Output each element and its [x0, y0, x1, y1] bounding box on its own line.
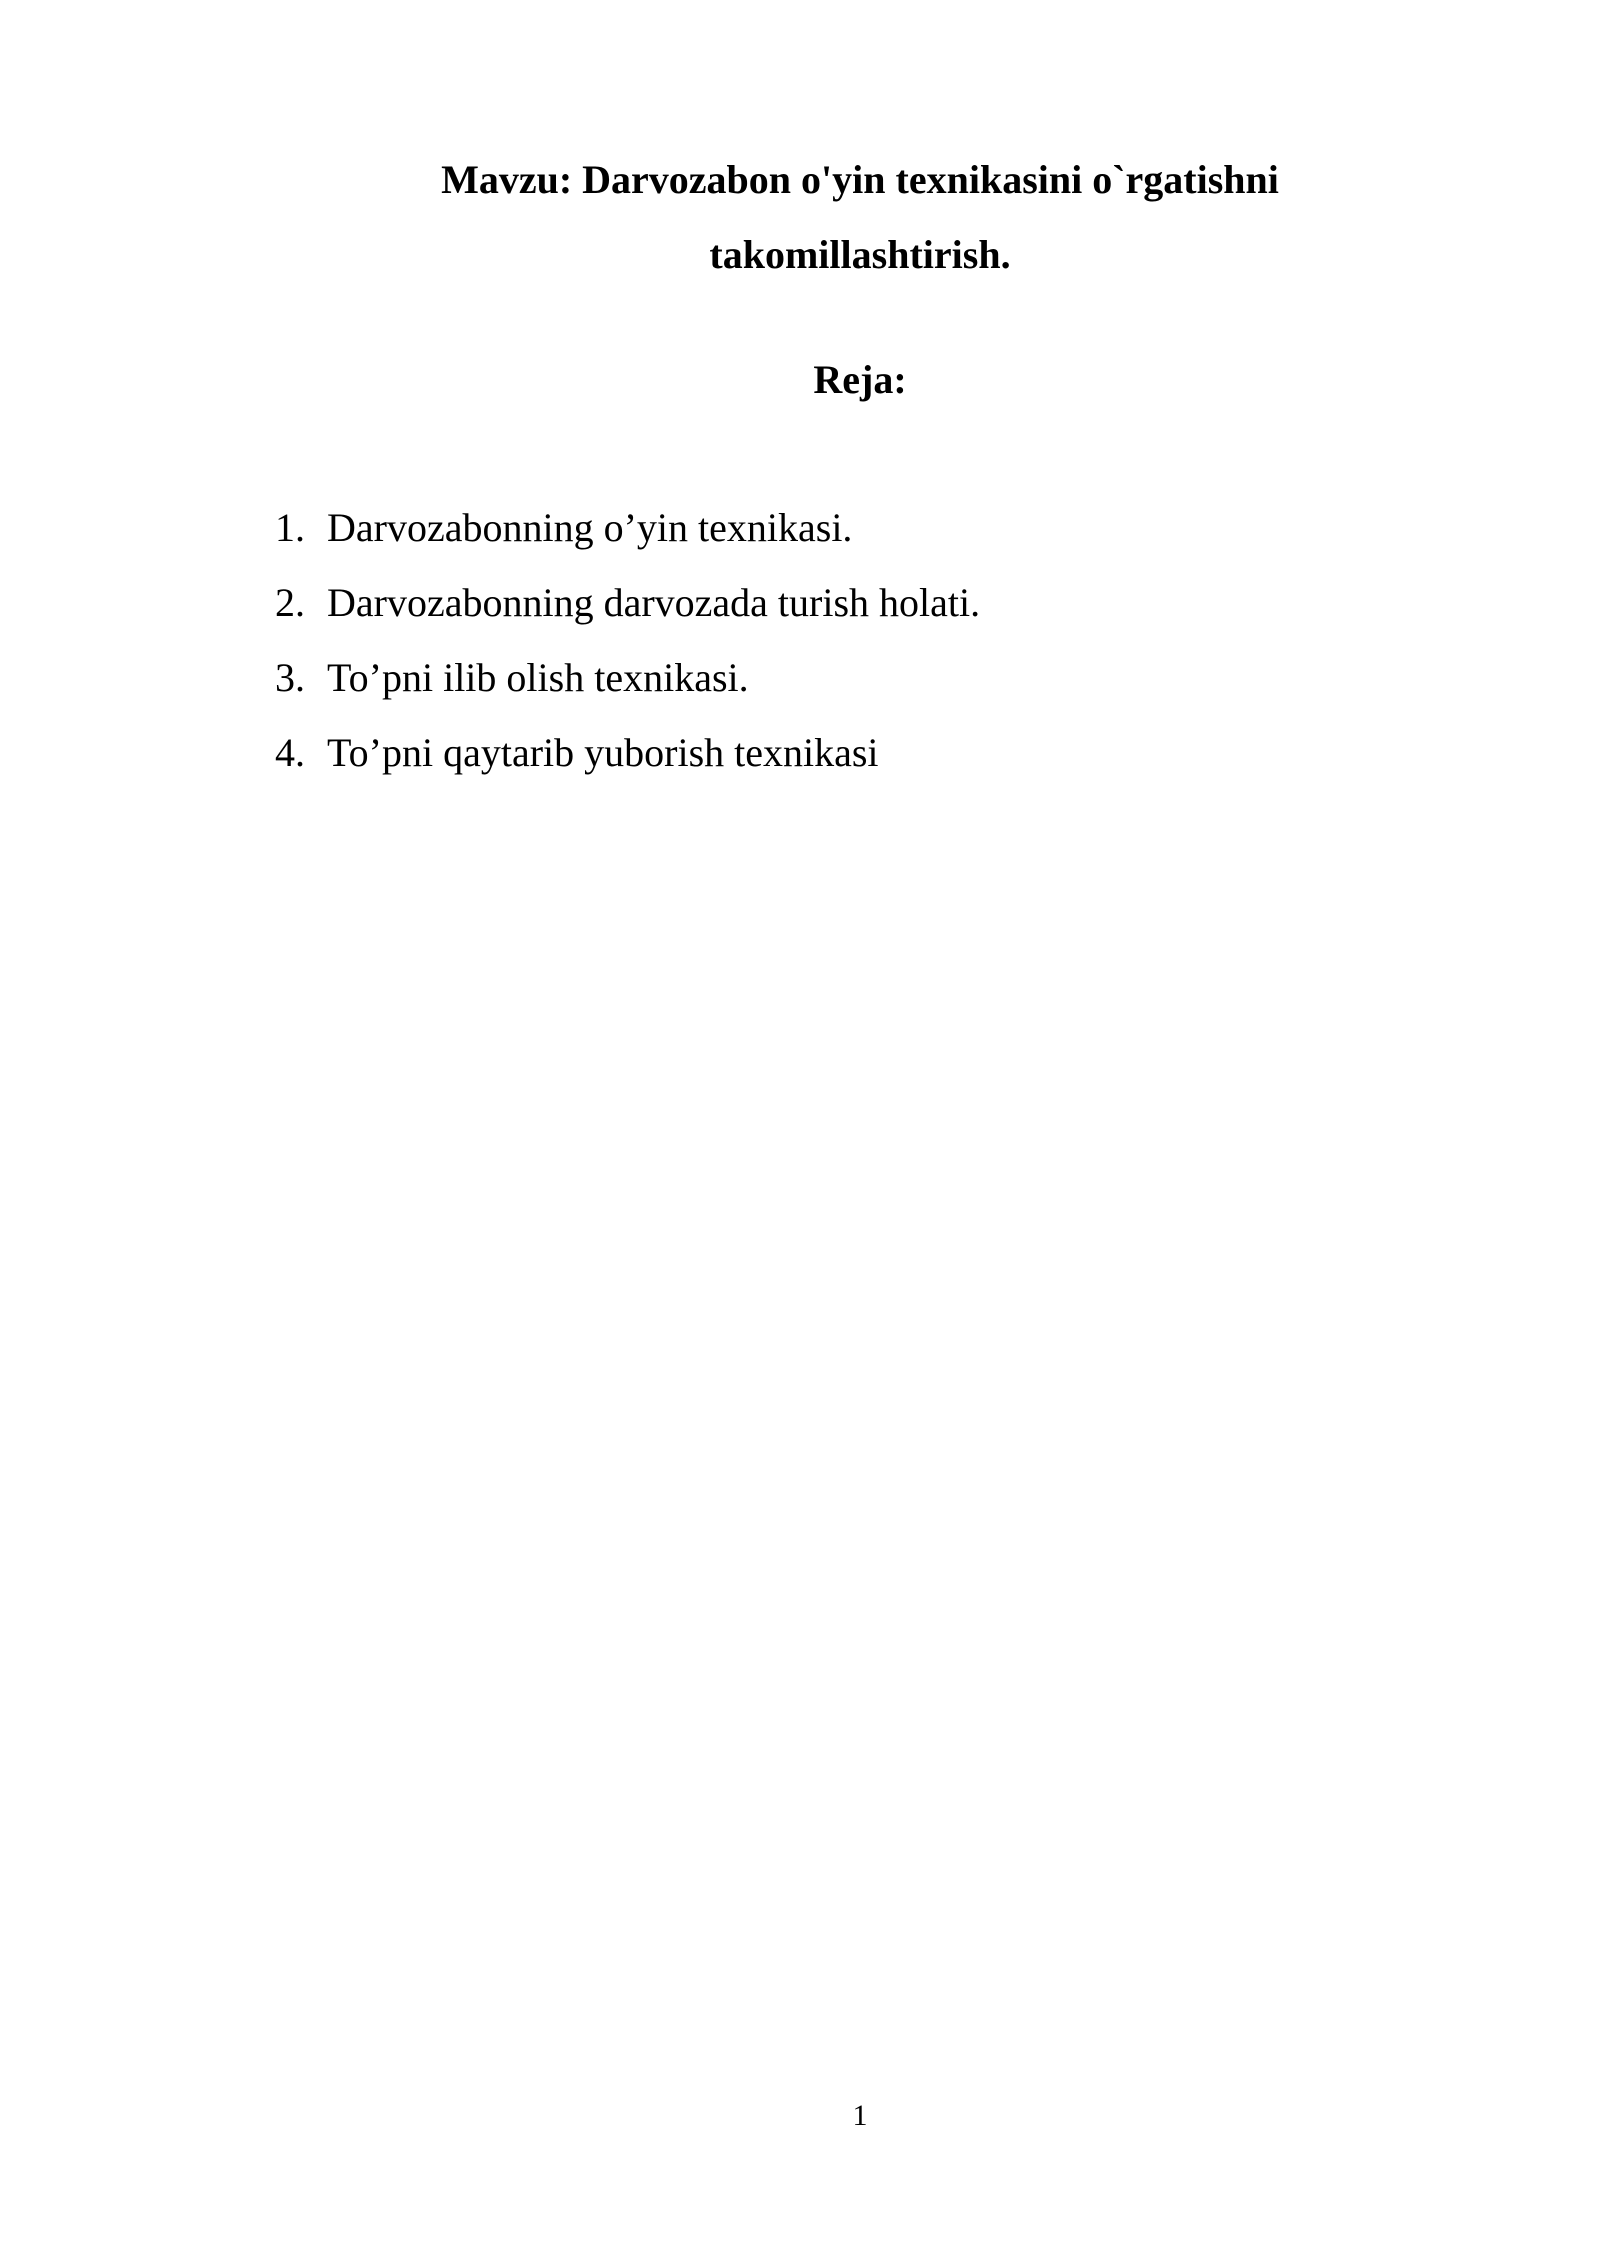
list-item — [275, 490, 980, 565]
list-item-number: 3. — [275, 655, 305, 700]
list-item — [275, 565, 980, 640]
title-line-1: Mavzu: Darvozabon o'yin texnikasini o`rgatishni — [441, 157, 1279, 202]
plan-heading: Reja: — [813, 357, 907, 402]
list-item-number: 1. — [275, 505, 305, 550]
page-title — [260, 142, 1460, 292]
list-item-text: Darvozabonning darvozada turish holati. — [327, 580, 981, 625]
list-item — [275, 640, 980, 715]
list-item — [275, 715, 980, 790]
page-number: 1 — [852, 2099, 868, 2132]
list-item-number: 2. — [275, 580, 305, 625]
list-item-number: 4. — [275, 730, 305, 775]
list-item-text: Darvozabonning o’yin texnikasi. — [327, 505, 853, 550]
title-line-2: takomillashtirish. — [709, 232, 1011, 277]
list-item-text: To’pni qaytarib yuborish texnikasi — [327, 730, 879, 775]
plan-list — [275, 490, 980, 790]
list-item-text: To’pni ilib olish texnikasi. — [327, 655, 749, 700]
